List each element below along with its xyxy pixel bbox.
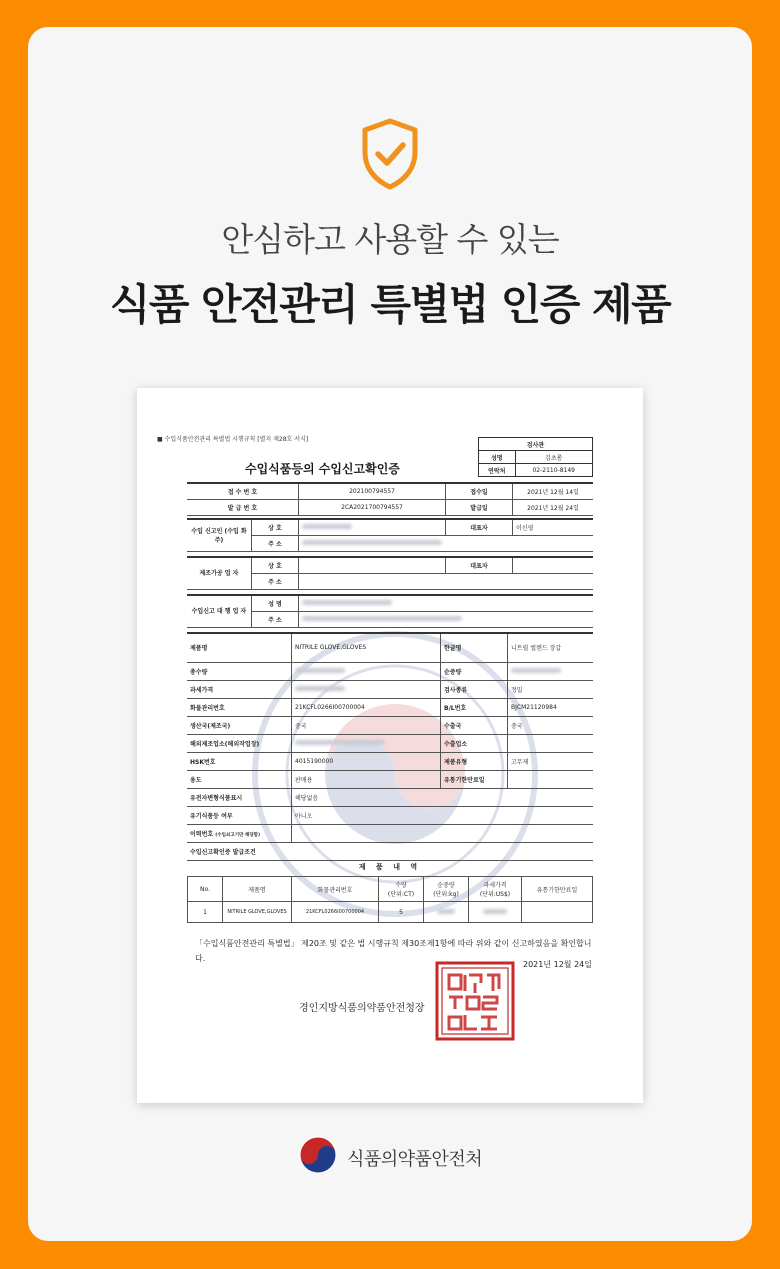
product-list-title: 제 품 내 역 (358, 863, 422, 871)
address-label: 주 소 (252, 574, 299, 590)
col-name: 제품명 (223, 877, 292, 902)
row-no: 1 (188, 902, 223, 923)
col-expiry: 유통기한만료일 (522, 877, 593, 902)
product-type: 고무제 (508, 752, 594, 770)
footer-org-name: 식품의약품안전처 (347, 1149, 483, 1170)
history-label-text: 이력번호 (190, 830, 214, 838)
manufacturer-address (299, 574, 594, 590)
official-seal-icon (435, 961, 515, 1041)
taxable-value (292, 680, 441, 698)
origin: 중국 (292, 716, 441, 734)
bl-no: BJCM21120984 (508, 698, 594, 716)
col-qty: 수량 (단위:CT) (379, 877, 424, 902)
total-qty-label: 총수량 (187, 662, 292, 680)
product-name-label: 제품명 (187, 634, 292, 662)
address-label: 주 소 (252, 536, 299, 552)
receipt-section (187, 484, 593, 516)
row-weight (424, 902, 469, 923)
product-info-section (187, 634, 593, 861)
expiry-label: 유통기한만료일 (441, 770, 508, 788)
ceo-label: 대표자 (446, 520, 513, 536)
overseas-value (292, 734, 441, 752)
col-price: 과세가격 (단위:US$) (469, 877, 522, 902)
cargo-no-label: 화물관리번호 (187, 698, 292, 716)
importer-address (299, 536, 594, 552)
row-price (469, 902, 522, 923)
issuing-organization: 경인지방식품의약품안전청장 (299, 1003, 425, 1014)
manufacturer-section (187, 558, 593, 590)
document-date: 2021년 12월 24일 (523, 960, 592, 969)
agent-name (299, 596, 594, 612)
net-weight-label: 순중량 (441, 662, 508, 680)
export-country: 중국 (508, 716, 594, 734)
subtitle: 안심하고 사용할 수 있는 (221, 220, 559, 259)
taxable-label: 과세가격 (187, 680, 292, 698)
exporter-label: 수출업소 (441, 734, 508, 752)
inspector-name-label: 성명 (479, 451, 516, 464)
agent-label: 수입신고 대 행 업 자 (187, 596, 252, 628)
certificate-document (137, 388, 643, 1103)
mfds-taeguk-logo-icon (299, 1136, 337, 1174)
inspector-name: 김초롱 (515, 451, 593, 464)
importer-label: 수입 신고인 (수입 화주) (187, 520, 252, 552)
korean-name: 니트릴 썰렌드 장갑 (508, 634, 594, 662)
condition-value (292, 842, 594, 860)
cargo-no: 21KCFL0266I00700004 (292, 698, 441, 716)
receipt-no: 202100794557 (299, 484, 446, 500)
inspection-type-label: 검사종류 (441, 680, 508, 698)
ceo-label: 대표자 (446, 558, 513, 574)
headline: 식품 안전관리 특별법 인증 제품 (109, 280, 671, 329)
manufacturer-name (299, 558, 446, 574)
history-label (187, 824, 292, 842)
table-row (188, 902, 593, 923)
gmo-value: 해당없음 (292, 788, 594, 806)
exporter-value (508, 734, 594, 752)
footer-brand (299, 1136, 499, 1172)
col-cargo: 화물관리번호 (292, 877, 379, 902)
agent-name-label: 성 명 (252, 596, 299, 612)
trade-name-label: 상 호 (252, 520, 299, 536)
agent-address (299, 612, 594, 628)
inspector-contact-label: 연락처 (479, 464, 516, 477)
issue-date-label: 발급일 (446, 500, 513, 516)
history-value (292, 824, 594, 842)
row-cargo: 21KCFL0266I00700004 (292, 902, 379, 923)
product-name: NITRILE GLOVE,GLOVES (292, 634, 441, 662)
receipt-no-label: 접 수 번 호 (187, 484, 299, 500)
export-country-label: 수출국 (441, 716, 508, 734)
confirmation-statement: 「수입식품안전관리 특별법」 제20조 및 같은 법 시행규칙 제30조제1항에 따라 위와 같이 신고하였음을 확인합니다. (195, 939, 592, 963)
product-list-table (187, 876, 593, 923)
organic-label: 유기식품등 여부 (187, 806, 292, 824)
importer-name (299, 520, 446, 536)
col-no: No. (188, 877, 223, 902)
overseas-label: 해외제조업소(해외작업장) (187, 734, 292, 752)
ceo-value: 이신영 (513, 520, 594, 536)
hsk-label: HSK번호 (187, 752, 292, 770)
organic-value: 아니오 (292, 806, 594, 824)
origin-label: 생산국(제조국) (187, 716, 292, 734)
use-value: 판매용 (292, 770, 441, 788)
condition-label: 수입신고확인증 발급조건 (187, 842, 292, 860)
row-qty: 5 (379, 902, 424, 923)
use-label: 용도 (187, 770, 292, 788)
korean-name-label: 한글명 (441, 634, 508, 662)
issue-no-label: 발 급 번 호 (187, 500, 299, 516)
issue-date: 2021년 12월 24일 (513, 500, 594, 516)
shield-check-icon (361, 118, 419, 190)
trade-name-label: 상 호 (252, 558, 299, 574)
total-qty (292, 662, 441, 680)
inspection-type: 정밀 (508, 680, 594, 698)
net-weight (508, 662, 594, 680)
manufacturer-ceo (513, 558, 594, 574)
inspector-header: 검사관 (479, 438, 593, 451)
gmo-label: 유전자변형식품표시 (187, 788, 292, 806)
agent-section (187, 596, 593, 628)
form-note: ■ 수입식품안전관리 특별법 시행규칙 [별지 제28호 서식] (157, 436, 309, 443)
hsk: 4015190000 (292, 752, 441, 770)
inspector-contact: 02-2110-8149 (515, 464, 593, 477)
receipt-date: 2021년 12월 14일 (513, 484, 594, 500)
manufacturer-label: 제조가공 업 자 (187, 558, 252, 590)
address-label: 주 소 (252, 612, 299, 628)
document-title: 수입식품등의 수입신고확인증 (245, 462, 400, 476)
bl-label: B/L번호 (441, 698, 508, 716)
inspector-box (478, 437, 593, 477)
expiry-value (508, 770, 594, 788)
receipt-date-label: 접수일 (446, 484, 513, 500)
row-name: NITRILE GLOVE,GLOVES (223, 902, 292, 923)
issue-no: 2CA2021700794557 (299, 500, 446, 516)
col-weight: 순중량 (단위:kg) (424, 877, 469, 902)
history-note: (수입쇠고기만 해당함) (215, 832, 261, 838)
row-expiry (522, 902, 593, 923)
product-type-label: 제품유형 (441, 752, 508, 770)
importer-section (187, 520, 593, 552)
